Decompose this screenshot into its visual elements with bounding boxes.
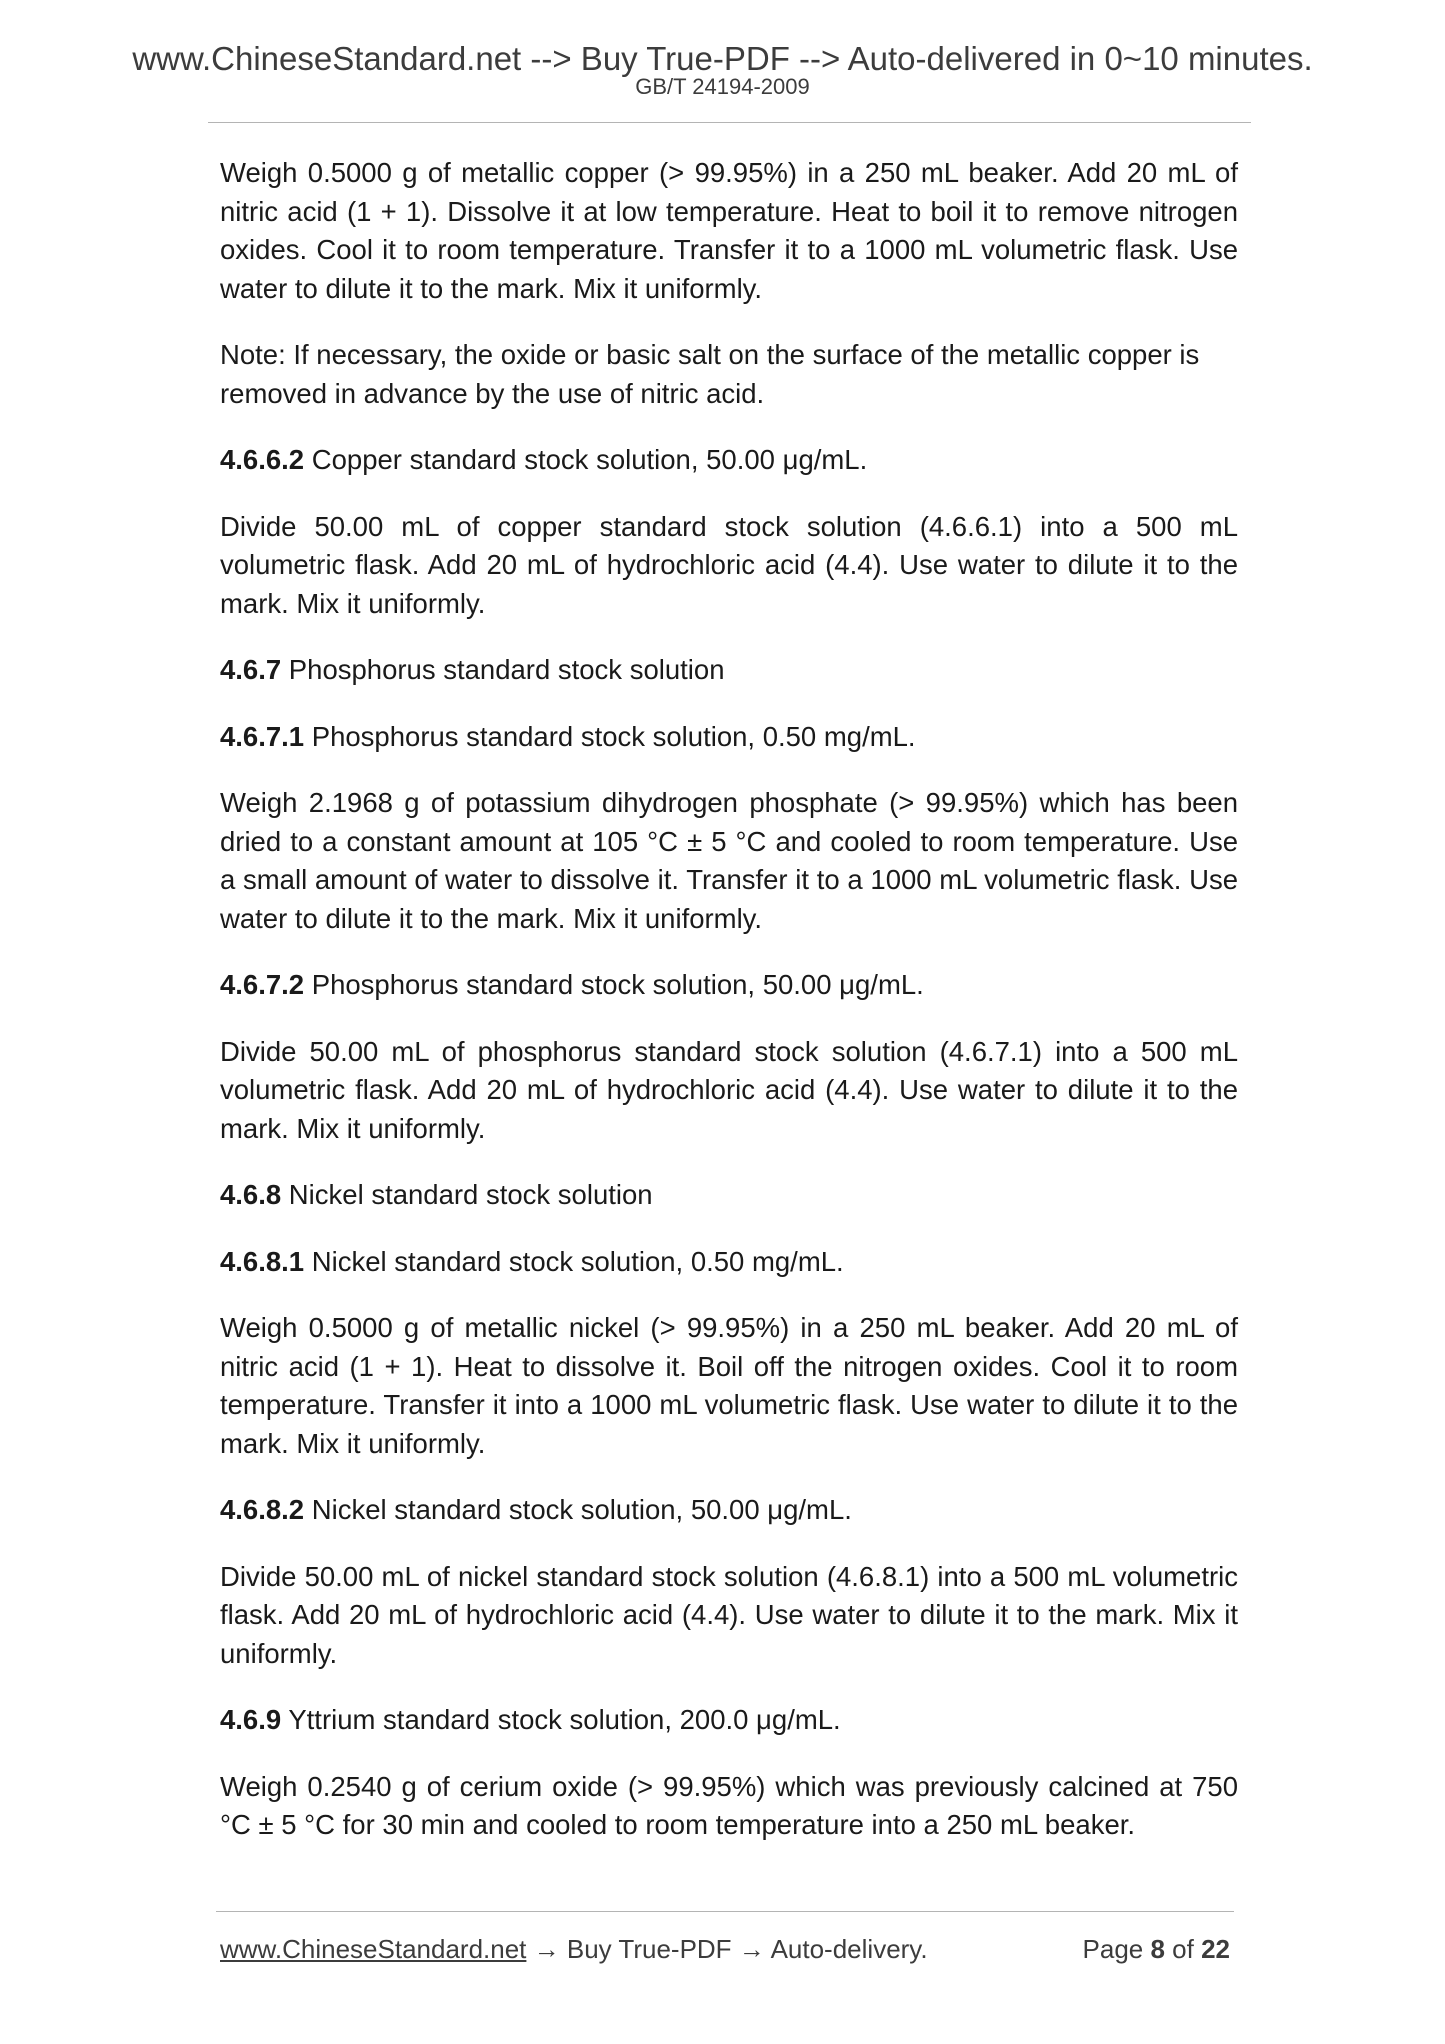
- section-4-6-8: [220, 1176, 1238, 1215]
- section-4-6-8-2: [220, 1491, 1238, 1530]
- page-total: 22: [1201, 1934, 1230, 1964]
- header-divider: [208, 122, 1251, 123]
- section-title: Copper standard stock solution, 50.00 μg/mL.: [304, 444, 868, 475]
- section-title: Phosphorus standard stock solution, 0.50 mg/mL.: [304, 720, 916, 752]
- section-number: 4.6.8: [220, 1179, 282, 1210]
- section-4-6-7: [220, 651, 1238, 690]
- footer-tagline: → Buy True-PDF → Auto-delivery.: [526, 1934, 928, 1964]
- footer-divider: [216, 1911, 1234, 1912]
- page-label: Page: [1082, 1934, 1151, 1964]
- section-number: 4.6.8.1: [220, 1245, 305, 1277]
- section-number: 4.6.6.2: [220, 444, 305, 475]
- section-title: Yttrium standard stock solution, 200.0 μg/mL.: [281, 1704, 841, 1735]
- paragraph-nickel-weigh: Weigh 0.5000 g of metallic nickel (> 99.95%) in a 250 mL beaker. Add 20 mL of nitric acid (1 + 1). Heat to dissolve it. Boil off the nitrogen oxides. Cool it to room temperature. Transfer it into a 1000 mL volumetric flask. Use water to dilute it to the mark. Mix it uniformly.: [220, 1312, 1238, 1459]
- page-footer: [220, 1932, 1230, 1966]
- page-indicator: [1083, 1932, 1230, 1966]
- note-paragraph: Note: If necessary, the oxide or basic salt on the surface of the metallic copper is removed in advance by the use of nitric acid.: [220, 339, 1200, 409]
- section-4-6-7-2: [220, 966, 1238, 1005]
- section-title: Nickel standard stock solution: [281, 1179, 653, 1210]
- section-number: 4.6.8.2: [220, 1494, 305, 1525]
- section-4-6-6-2: [220, 441, 1238, 480]
- section-number: 4.6.7: [220, 654, 282, 685]
- section-number: 4.6.7.2: [220, 969, 305, 1000]
- section-4-6-9: [220, 1701, 1238, 1740]
- page-current: 8: [1150, 1934, 1165, 1964]
- section-title: Nickel standard stock solution, 50.00 μg/mL.: [304, 1494, 852, 1525]
- paragraph-yttrium-weigh: Weigh 0.2540 g of cerium oxide (> 99.95%) which was previously calcined at 750 °C ± 5 °C for 30 min and cooled to room temperature into a 250 mL beaker.: [220, 1770, 1238, 1840]
- page-of-label: of: [1164, 1934, 1202, 1964]
- document-code: GB/T 24194-2009: [635, 74, 810, 99]
- section-number: 4.6.7.1: [220, 720, 305, 752]
- paragraph-nickel-divide: Divide 50.00 mL of nickel standard stock solution (4.6.8.1) into a 500 mL volumetric flask. Add 20 mL of hydrochloric acid (4.4). Use water to dilute it to the mark. Mix it uniformly.: [220, 1560, 1238, 1669]
- top-banner: www.ChineseStandard.net --> Buy True-PDF --> Auto-delivered in 0~10 minutes.: [132, 40, 1313, 77]
- section-title: Phosphorus standard stock solution: [281, 654, 725, 685]
- footer-site-link[interactable]: www.ChineseStandard.net: [220, 1934, 527, 1964]
- paragraph-copper-divide: Divide 50.00 mL of copper standard stock solution (4.6.6.1) into a 500 mL volumetric flask. Add 20 mL of hydrochloric acid (4.4). Use water to dilute it to the mark. Mix it uniformly.: [220, 510, 1238, 619]
- paragraph-phosphorus-divide: Divide 50.00 mL of phosphorus standard stock solution (4.6.7.1) into a 500 mL volumetric flask. Add 20 mL of hydrochloric acid (4.4). Use water to dilute it to the mark. Mix it uniformly.: [220, 1035, 1238, 1144]
- paragraph-phosphorus-weigh: Weigh 2.1968 g of potassium dihydrogen phosphate (> 99.95%) which has been dried to a constant amount at 105 °C ± 5 °C and cooled to room temperature. Use a small amount of water to dissolve it. Transfer it to a 1000 mL volumetric flask. Use water to dilute it to the mark. Mix it uniformly.: [220, 787, 1238, 934]
- section-title: Phosphorus standard stock solution, 50.00 μg/mL.: [304, 969, 924, 1000]
- section-4-6-7-1: [220, 718, 1238, 757]
- document-body: [220, 154, 1238, 1873]
- section-4-6-8-1: [220, 1243, 1238, 1282]
- section-number: 4.6.9: [220, 1704, 282, 1735]
- paragraph-copper-weigh: Weigh 0.5000 g of metallic copper (> 99.95%) in a 250 mL beaker. Add 20 mL of nitric acid (1 + 1). Dissolve it at low temperature. Heat to boil it to remove nitrogen oxides. Cool it to room temperature. Transfer it to a 1000 mL volumetric flask. Use water to dilute it to the mark. Mix it uniformly.: [220, 157, 1238, 304]
- section-title: Nickel standard stock solution, 0.50 mg/mL.: [304, 1245, 844, 1277]
